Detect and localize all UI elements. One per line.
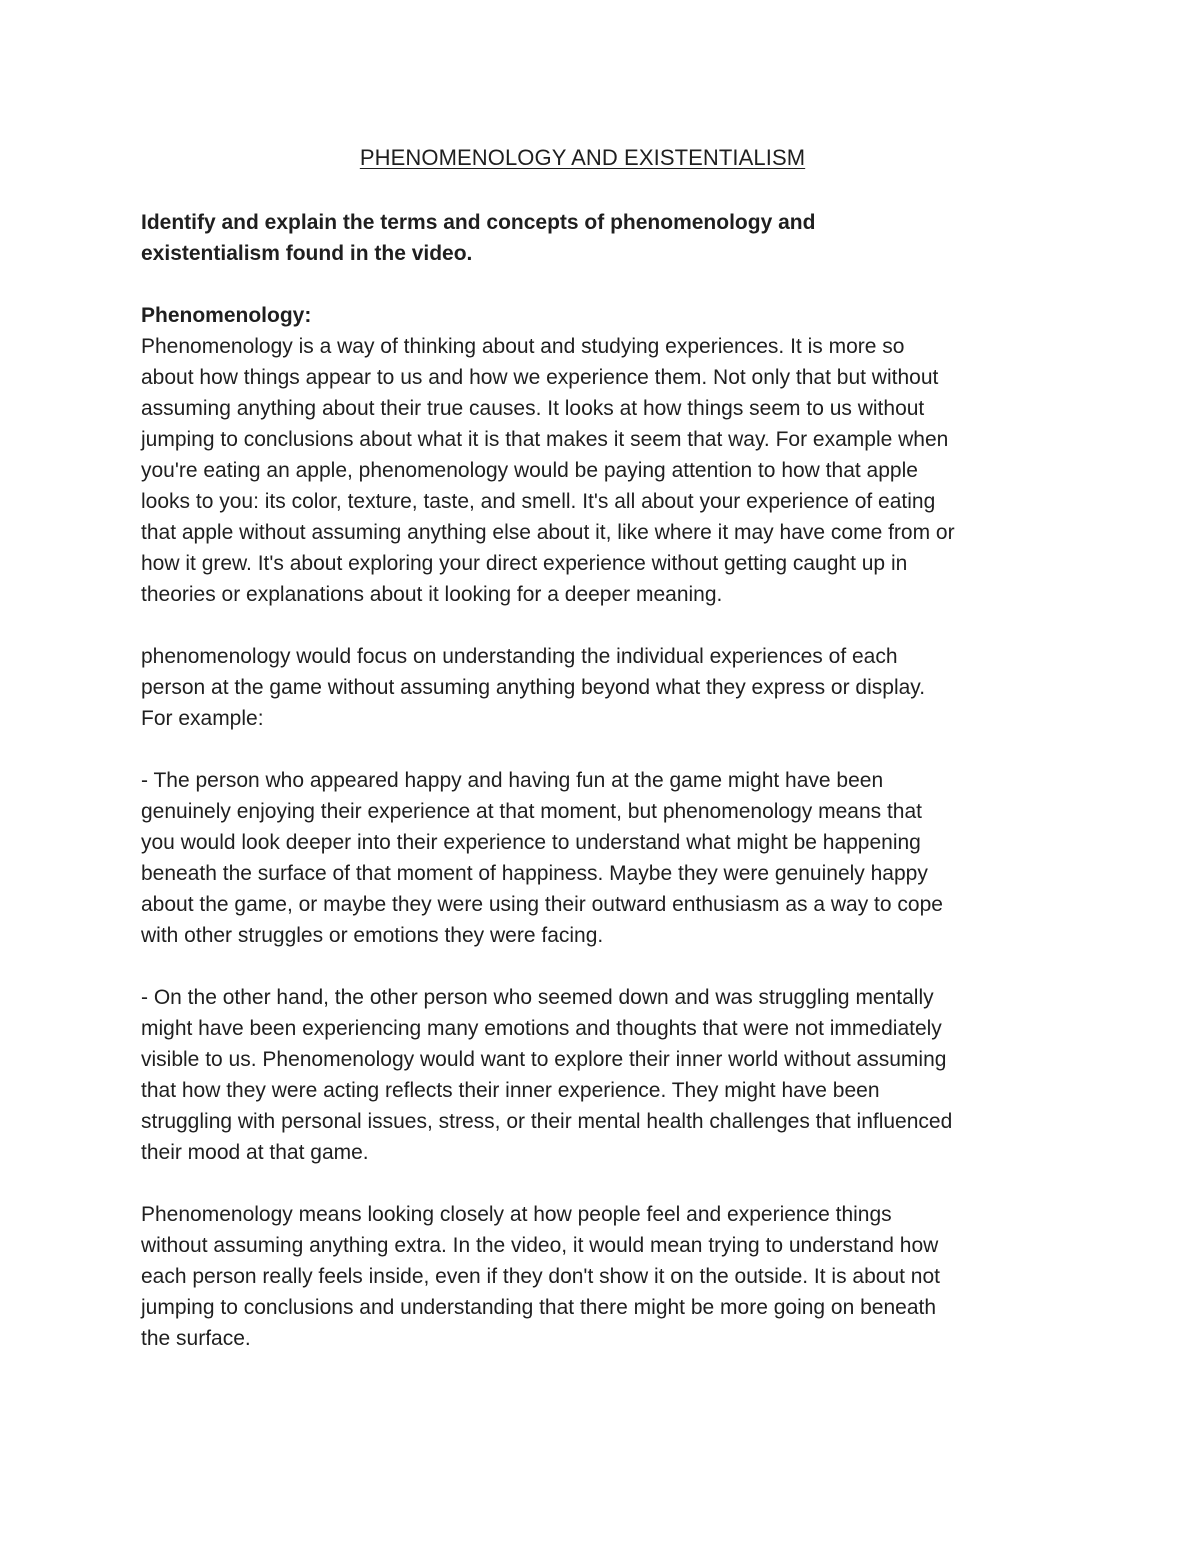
paragraph-definition bbox=[141, 331, 1071, 610]
text-line: person at the game without assuming anything beyond what they express or display. bbox=[141, 676, 926, 699]
text-line: assuming anything about their true causes. It looks at how things seem to us without bbox=[141, 397, 925, 420]
text-line: the surface. bbox=[141, 1327, 251, 1350]
document-body bbox=[141, 207, 1071, 1354]
question-line: existentialism found in the video. bbox=[141, 242, 473, 265]
text-line: that how they were acting reflects their inner experience. They might have been bbox=[141, 1079, 880, 1102]
text-line: without assuming anything extra. In the video, it would mean trying to understand how bbox=[141, 1234, 939, 1257]
text-line: each person really feels inside, even if they don't show it on the outside. It is about not bbox=[141, 1265, 940, 1288]
text-line: beneath the surface of that moment of happiness. Maybe they were genuinely happy bbox=[141, 862, 928, 885]
text-line: that apple without assuming anything else about it, like where it may have come from or bbox=[141, 521, 955, 544]
text-line: might have been experiencing many emotions and thoughts that were not immediately bbox=[141, 1017, 942, 1040]
text-line: looks to you: its color, texture, taste, and smell. It's all about your experience of eating bbox=[141, 490, 936, 513]
text-line: about how things appear to us and how we experience them. Not only that but without bbox=[141, 366, 939, 389]
paragraph-gap bbox=[141, 1168, 1071, 1199]
paragraph-happy-person bbox=[141, 765, 1071, 951]
text-line: - The person who appeared happy and having fun at the game might have been bbox=[141, 769, 884, 792]
text-line: you would look deeper into their experience to understand what might be happening bbox=[141, 831, 921, 854]
paragraph-gap bbox=[141, 610, 1071, 641]
paragraph-struggling-person bbox=[141, 982, 1071, 1168]
text-line: with other struggles or emotions they were facing. bbox=[141, 924, 604, 947]
section-heading: Phenomenology: bbox=[141, 304, 312, 327]
paragraph-conclusion bbox=[141, 1199, 1071, 1354]
paragraph-game-focus bbox=[141, 641, 1071, 734]
text-line: how it grew. It's about exploring your direct experience without getting caught up in bbox=[141, 552, 908, 575]
question-line: Identify and explain the terms and concepts of phenomenology and bbox=[141, 211, 816, 234]
paragraph-gap bbox=[141, 734, 1071, 765]
text-line: For example: bbox=[141, 707, 264, 730]
text-line: struggling with personal issues, stress, or their mental health challenges that influenced bbox=[141, 1110, 953, 1133]
text-line: about the game, or maybe they were using their outward enthusiasm as a way to cope bbox=[141, 893, 943, 916]
text-line: theories or explanations about it looking for a deeper meaning. bbox=[141, 583, 723, 606]
text-line: Phenomenology is a way of thinking about and studying experiences. It is more so bbox=[141, 335, 905, 358]
document-title: PHENOMENOLOGY AND EXISTENTIALISM bbox=[359, 145, 806, 170]
text-line: Phenomenology means looking closely at how people feel and experience things bbox=[141, 1203, 892, 1226]
text-line: - On the other hand, the other person who seemed down and was struggling mentally bbox=[141, 986, 934, 1009]
text-line: jumping to conclusions about what it is that makes it seem that way. For example when bbox=[141, 428, 949, 451]
paragraph-gap bbox=[141, 269, 1071, 300]
text-line: you're eating an apple, phenomenology would be paying attention to how that apple bbox=[141, 459, 918, 482]
text-line: their mood at that game. bbox=[141, 1141, 369, 1164]
text-line: genuinely enjoying their experience at that moment, but phenomenology means that bbox=[141, 800, 922, 823]
paragraph-gap bbox=[141, 951, 1071, 982]
text-line: phenomenology would focus on understanding the individual experiences of each bbox=[141, 645, 898, 668]
text-line: visible to us. Phenomenology would want to explore their inner world without assuming bbox=[141, 1048, 947, 1071]
text-line: jumping to conclusions and understanding that there might be more going on beneath bbox=[141, 1296, 937, 1319]
